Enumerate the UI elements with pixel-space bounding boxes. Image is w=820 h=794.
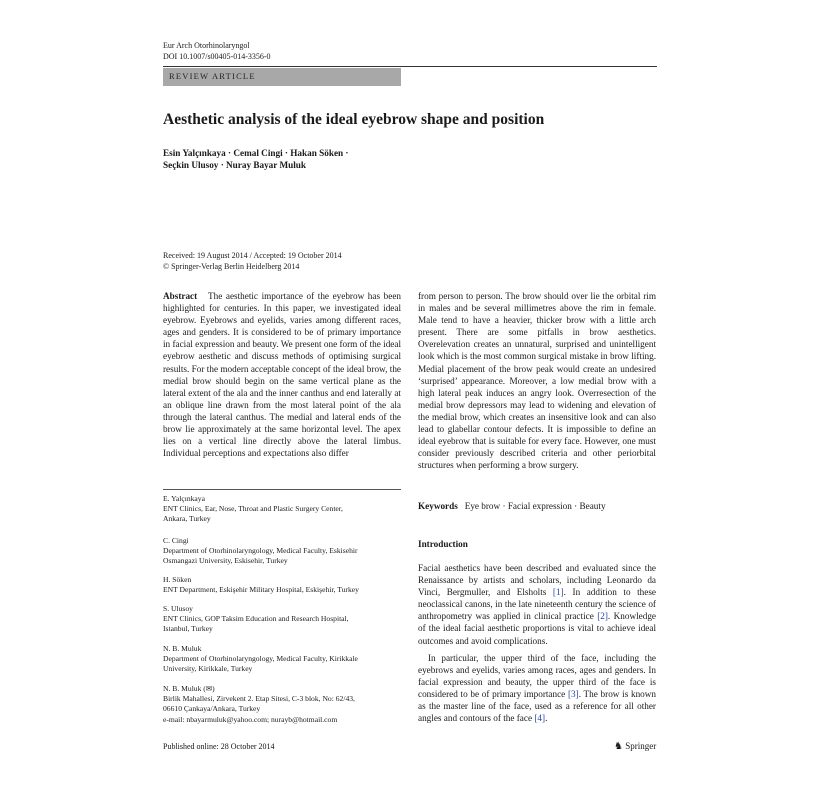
intro-text: . [545, 713, 548, 724]
author-line-1: Esin Yalçınkaya · Cemal Cingi · Hakan Söken · [163, 148, 349, 158]
abstract-text-left: The aesthetic importance of the eyebrow has been highlighted for centuries. In this paper, we investigated ideal eyebrow. Eyebrows and eyelids, varies among different races, ages and genders. It is considered to be of primary importance in facial expression and beauty. We present one form of the ideal eyebrow aesthetic and discuss methods of optimising surgical results. For the modern acceptable concept of the ideal brow, the medial brow should begin on the same vertical plane as the lateral extent of the ala and the inner canthus and end laterally at an oblique line drawn from the most lateral point of the ala through the lateral canthus. The medial and lateral ends of the brow lie approximately at the same horizontal level. The apex lies on a vertical line directly above the lateral limbus. Individual perceptions and expectations also differ [163, 291, 401, 459]
affiliation-line: Istanbul, Turkey [163, 624, 213, 634]
affiliation-line: Department of Otorhinolaryngology, Medical Faculty, Eskisehir [163, 546, 358, 556]
affiliation-1 [163, 494, 401, 525]
affiliation-4 [163, 604, 401, 635]
affiliation-line: Department of Otorhinolaryngology, Medical Faculty, Kirikkale [163, 654, 358, 664]
affiliation-2 [163, 536, 401, 567]
intro-text: . In addition to these neoclassical canons, in the late nineteenth century the science of anthropometry was applied in clinical practice [418, 587, 656, 622]
doi: DOI 10.1007/s00405-014-3356-0 [163, 52, 271, 61]
citation-link[interactable]: [4] [534, 713, 546, 724]
affiliation-6 [163, 684, 401, 725]
keywords [418, 500, 656, 512]
affiliation-divider [163, 489, 401, 490]
article-type-banner [163, 68, 401, 86]
affiliation-line: Ankara, Turkey [163, 514, 211, 524]
introduction-paragraph-2 [418, 652, 656, 725]
affiliation-name: E. Yalçınkaya [163, 494, 205, 503]
affiliation-line: 06610 Çankaya/Ankara, Turkey [163, 704, 261, 714]
affiliation-name: H. Söken [163, 575, 192, 584]
affiliation-5 [163, 644, 401, 675]
copyright: © Springer-Verlag Berlin Heidelberg 2014 [163, 262, 300, 271]
section-heading-introduction: Introduction [418, 539, 468, 549]
citation-link[interactable]: [1] [552, 587, 564, 598]
correspondence-email[interactable]: e-mail: nbayarmuluk@yahoo.com; nurayb@hotmail.com [163, 714, 338, 724]
intro-text: In particular, the upper third of the face, including the eyebrows and eyelids, varies among races, ages and genders. In facial expression and beauty, the upper third of the face is considered to be of primary importance [418, 653, 656, 700]
publisher-name: Springer [625, 741, 657, 751]
intro-text: . Knowledge of the ideal facial aesthetic proportions is vital to achieve ideal outcomes and avoid complications. [418, 611, 656, 646]
author-list [163, 147, 463, 171]
keywords-label: Keywords [418, 501, 458, 511]
springer-horse-icon: ♞ [614, 741, 623, 752]
received-accepted: Received: 19 August 2014 / Accepted: 19 October 2014 [163, 251, 342, 260]
affiliation-name: S. Ulusoy [163, 604, 193, 613]
publisher-logo [614, 741, 656, 752]
intro-text: . The brow is known as the master line of the face, used as a reference for all other angles and contours of the face [418, 689, 656, 724]
header-rule [163, 66, 657, 67]
journal-name: Eur Arch Otorhinolaryngol [163, 41, 250, 50]
citation-link[interactable]: [2] [597, 611, 608, 622]
published-online: Published online: 28 October 2014 [163, 742, 275, 751]
affiliation-line: ENT Department, Eskişehir Military Hospital, Eskişehir, Turkey [163, 585, 359, 595]
article-type-label: REVIEW ARTICLE [169, 71, 256, 81]
affiliation-line: Birlik Mahallesi, Zirvekent 2. Etap Sitesi, C-3 blok, No: 62/43, [163, 694, 355, 704]
introduction-paragraph-1 [418, 562, 656, 647]
article-dates [163, 250, 463, 272]
abstract-right [418, 290, 656, 471]
abstract-text-right: from person to person. The brow should over lie the orbital rim in males and be several millimetres above the rim in female. Male tend to have a heavier, thicker brow with a little arch present. There are some pitfalls in brow aesthetics. Overelevation creates an unnatural, surprised and unintelligent look which is the most common surgical mistake in brow lifting. Medial placement of the brow peak would create an undesired ‘surprised’ appearance. Moreover, a low medial brow with a high lateral peak induces an angry look. Overresection of the medial brow depressors may lead to widening and elevation of the medial brow, which creates an insensitive look and can also lead to glabellar contour defects. It is impossible to define an ideal eyebrow that is suitable for every face. However, one must consider previously described criteria and other periorbital structures when performing a brow surgery. [418, 291, 656, 471]
article-title: Aesthetic analysis of the ideal eyebrow shape and position [163, 111, 545, 128]
affiliation-3 [163, 575, 401, 595]
affiliation-name: N. B. Muluk (✉) [163, 684, 215, 693]
citation-link[interactable]: [3] [567, 689, 579, 700]
abstract-left [163, 290, 401, 459]
author-line-2: Seçkin Ulusoy · Nuray Bayar Muluk [163, 160, 307, 170]
affiliation-line: Osmangazi University, Eskisehir, Turkey [163, 556, 288, 566]
keywords-text: Eye brow · Facial expression · Beauty [464, 501, 606, 511]
affiliation-name: N. B. Muluk [163, 644, 202, 653]
affiliation-line: ENT Clinics, Ear, Nose, Throat and Plastic Surgery Center, [163, 504, 343, 514]
affiliation-name: C. Cingi [163, 536, 189, 545]
affiliation-line: University, Kirikkale, Turkey [163, 664, 253, 674]
affiliation-line: ENT Clinics, GOP Taksim Education and Research Hospital, [163, 614, 349, 624]
intro-text: Facial aesthetics have been described and evaluated since the Renaissance by artists and scholars, including Leonardo da Vinci, Bergmuller, and Elsholts [418, 563, 656, 598]
abstract-label: Abstract [163, 291, 198, 301]
